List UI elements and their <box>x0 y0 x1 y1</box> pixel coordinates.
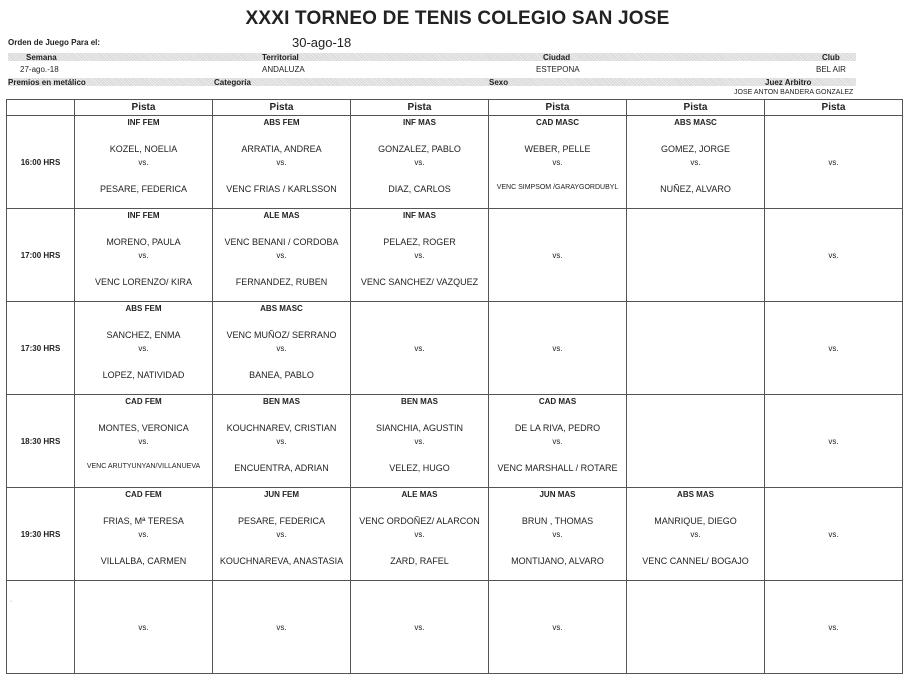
vs-label: vs. <box>828 251 839 260</box>
match-cell <box>765 116 903 209</box>
vs-label: vs. <box>552 530 563 539</box>
match-cell-content <box>627 302 764 394</box>
schedule-table <box>6 99 903 674</box>
vs-label: vs. <box>552 623 563 632</box>
player-two: VENC LORENZO/ KIRA <box>94 277 193 287</box>
vs-label: vs. <box>828 158 839 167</box>
vs-label: vs. <box>552 251 563 260</box>
player-one: ARRATIA, ANDREA <box>241 144 322 154</box>
ciudad-value: ESTEPONA <box>536 65 580 74</box>
match-category: ABS FEM <box>125 304 162 313</box>
player-two: ZARD, RAFEL <box>390 556 449 566</box>
vs-label: vs. <box>690 158 701 167</box>
vs-label: vs. <box>828 623 839 632</box>
match-cell-content <box>627 116 764 208</box>
match-cell <box>213 209 351 302</box>
match-category: INF FEM <box>127 211 160 220</box>
match-cell-content <box>213 581 350 673</box>
player-two: DIAZ, CARLOS <box>388 184 451 194</box>
match-cell <box>75 581 213 674</box>
semana-value: 27-ago.-18 <box>20 65 59 74</box>
match-cell-content <box>351 581 488 673</box>
match-category: ABS MASC <box>260 304 303 313</box>
player-one: SANCHEZ, ENMA <box>106 330 181 340</box>
match-category: ALE MAS <box>263 211 300 220</box>
match-cell-content <box>765 581 902 673</box>
player-two: VENC FRIAS / KARLSSON <box>226 184 337 194</box>
territorial-value: ANDALUZA <box>262 65 305 74</box>
match-cell-content <box>213 116 350 208</box>
match-cell <box>765 581 903 674</box>
match-cell-content <box>351 209 488 301</box>
player-one: MANRIQUE, DIEGO <box>654 516 737 526</box>
match-cell <box>213 395 351 488</box>
vs-label: vs. <box>828 530 839 539</box>
vs-label: vs. <box>276 251 287 260</box>
match-cell <box>213 488 351 581</box>
match-cell-content <box>489 116 626 208</box>
vs-label: vs. <box>828 344 839 353</box>
player-one: PESARE, FEDERICA <box>237 516 326 526</box>
match-cell <box>489 488 627 581</box>
vs-label: vs. <box>138 344 149 353</box>
player-two: VENC ARUTYUNYAN/VILLANUEVA <box>86 463 201 470</box>
vs-label: vs. <box>138 158 149 167</box>
time-slot: 17:00 HRS <box>7 209 75 302</box>
table-row <box>7 302 903 395</box>
player-two: FERNANDEZ, RUBEN <box>235 277 328 287</box>
match-category: CAD FEM <box>125 397 162 406</box>
vs-label: vs. <box>414 158 425 167</box>
table-row <box>7 209 903 302</box>
match-category: ALE MAS <box>401 490 438 499</box>
match-category: ABS MASC <box>674 118 717 127</box>
player-two: NUÑEZ, ALVARO <box>660 184 731 194</box>
match-cell-content <box>765 209 902 301</box>
match-cell-content <box>213 209 350 301</box>
match-cell <box>75 488 213 581</box>
match-cell <box>627 488 765 581</box>
match-cell-content <box>75 581 212 673</box>
match-cell <box>489 302 627 395</box>
match-category: INF FEM <box>127 118 160 127</box>
player-two: BANEA, PABLO <box>249 370 314 380</box>
player-one: VENC MUÑOZ/ SERRANO <box>226 330 337 340</box>
vs-label: vs. <box>138 623 149 632</box>
match-category: CAD FEM <box>125 490 162 499</box>
header-band-1 <box>8 53 856 61</box>
match-cell <box>351 302 489 395</box>
scan-mark: · <box>10 598 13 605</box>
match-cell-content <box>765 395 902 487</box>
match-cell-content <box>213 395 350 487</box>
player-two: VILLALBA, CARMEN <box>100 556 187 566</box>
player-two: VENC CANNEL/ BOGAJO <box>642 556 749 566</box>
page-title: XXXI TORNEO DE TENIS COLEGIO SAN JOSE <box>245 8 670 29</box>
table-row <box>7 488 903 581</box>
match-category: ABS FEM <box>263 118 300 127</box>
match-cell <box>765 488 903 581</box>
match-cell <box>351 116 489 209</box>
vs-label: vs. <box>276 623 287 632</box>
match-cell <box>627 302 765 395</box>
table-row <box>7 395 903 488</box>
match-cell-content <box>213 302 350 394</box>
match-cell <box>489 581 627 674</box>
match-cell-content <box>351 116 488 208</box>
player-one: MONTES, VERONICA <box>98 423 189 433</box>
sexo-label: Sexo <box>489 78 509 87</box>
match-cell <box>351 209 489 302</box>
match-category: BEN MAS <box>401 397 438 406</box>
match-cell-content <box>75 302 212 394</box>
player-one: VENC ORDOÑEZ/ ALARCON <box>359 516 480 526</box>
match-cell <box>213 581 351 674</box>
pista-header: Pista <box>75 100 213 116</box>
match-cell <box>351 581 489 674</box>
table-row <box>7 581 903 674</box>
time-slot: 18:30 HRS <box>7 395 75 488</box>
time-slot: 17:30 HRS <box>7 302 75 395</box>
vs-label: vs. <box>414 251 425 260</box>
player-one: PELAEZ, ROGER <box>383 237 456 247</box>
player-one: DE LA RIVA, PEDRO <box>514 423 601 433</box>
vs-label: vs. <box>138 530 149 539</box>
match-cell-content <box>489 302 626 394</box>
vs-label: vs. <box>690 530 701 539</box>
match-cell <box>627 116 765 209</box>
match-cell <box>213 116 351 209</box>
header-row <box>7 100 903 116</box>
vs-label: vs. <box>552 437 563 446</box>
player-one: GONZALEZ, PABLO <box>378 144 461 154</box>
match-date: 30-ago-18 <box>292 35 352 50</box>
player-one: MORENO, PAULA <box>106 237 181 247</box>
match-cell-content <box>627 581 764 673</box>
match-cell <box>75 116 213 209</box>
vs-label: vs. <box>276 530 287 539</box>
pista-header: Pista <box>489 100 627 116</box>
match-cell-content <box>765 116 902 208</box>
match-cell-content <box>75 488 212 580</box>
match-cell-content <box>351 488 488 580</box>
match-cell <box>75 395 213 488</box>
semana-label: Semana <box>26 53 57 62</box>
match-cell <box>765 302 903 395</box>
match-cell-content <box>351 302 488 394</box>
vs-label: vs. <box>828 437 839 446</box>
match-cell <box>627 395 765 488</box>
player-one: KOZEL, NOELIA <box>109 144 178 154</box>
match-category: CAD MASC <box>535 118 580 127</box>
match-cell-content <box>489 395 626 487</box>
match-category: INF MAS <box>403 211 436 220</box>
player-two: LOPEZ, NATIVIDAD <box>102 370 185 380</box>
match-cell <box>489 209 627 302</box>
match-category: JUN MAS <box>539 490 576 499</box>
match-category: JUN FEM <box>263 490 300 499</box>
ciudad-label: Ciudad <box>543 53 571 62</box>
player-two: VENC MARSHALL / ROTARE <box>497 463 618 473</box>
match-cell-content <box>627 395 764 487</box>
table-row <box>7 116 903 209</box>
vs-label: vs. <box>138 437 149 446</box>
match-cell <box>489 395 627 488</box>
match-cell <box>627 209 765 302</box>
match-cell <box>765 395 903 488</box>
match-cell-content <box>75 116 212 208</box>
pista-header: Pista <box>765 100 903 116</box>
player-one: BRUN , THOMAS <box>521 516 594 526</box>
player-one: SIANCHIA, AGUSTIN <box>375 423 464 433</box>
vs-label: vs. <box>414 623 425 632</box>
pista-header: Pista <box>351 100 489 116</box>
player-one: VENC BENANI / CORDOBA <box>224 237 339 247</box>
match-cell <box>75 302 213 395</box>
match-cell-content <box>489 581 626 673</box>
match-cell-content <box>213 488 350 580</box>
match-cell-content <box>75 395 212 487</box>
orden-label: Orden de Juego Para el: <box>8 38 101 47</box>
pista-header: Pista <box>213 100 351 116</box>
match-cell-content <box>765 488 902 580</box>
match-cell-content <box>351 395 488 487</box>
match-category: ABS MAS <box>677 490 714 499</box>
premios-label: Premios en metálico <box>8 78 86 87</box>
club-label: Club <box>822 53 840 62</box>
match-cell <box>75 209 213 302</box>
match-cell <box>765 209 903 302</box>
match-cell <box>351 488 489 581</box>
match-cell <box>213 302 351 395</box>
match-cell-content <box>75 209 212 301</box>
vs-label: vs. <box>414 344 425 353</box>
territorial-label: Territorial <box>262 53 299 62</box>
player-two: VELEZ, HUGO <box>389 463 450 473</box>
player-two: ENCUENTRA, ADRIAN <box>234 463 329 473</box>
player-two: KOUCHNAREVA, ANASTASIA <box>219 556 344 566</box>
match-cell-content <box>489 209 626 301</box>
match-cell-content <box>627 209 764 301</box>
vs-label: vs. <box>414 437 425 446</box>
match-cell <box>627 581 765 674</box>
match-category: BEN MAS <box>263 397 300 406</box>
vs-label: vs. <box>414 530 425 539</box>
match-cell <box>351 395 489 488</box>
player-two: PESARE, FEDERICA <box>99 184 188 194</box>
vs-label: vs. <box>276 158 287 167</box>
time-slot <box>7 581 75 674</box>
match-cell <box>489 116 627 209</box>
time-slot: 19:30 HRS <box>7 488 75 581</box>
juez-label: Juez Arbitro <box>765 78 812 87</box>
vs-label: vs. <box>276 344 287 353</box>
player-two: MONTIJANO, ALVARO <box>511 556 604 566</box>
player-one: FRIAS, Mª TERESA <box>103 516 184 526</box>
time-slot: 16:00 HRS <box>7 116 75 209</box>
categoria-label: Categoría <box>214 78 251 87</box>
club-value: BEL AIR <box>816 65 846 74</box>
match-category: CAD MAS <box>538 397 577 406</box>
vs-label: vs. <box>552 344 563 353</box>
header-band-2 <box>8 78 856 86</box>
player-one: GOMEZ, JORGE <box>660 144 730 154</box>
match-category: INF MAS <box>403 118 436 127</box>
vs-label: vs. <box>138 251 149 260</box>
player-one: WEBER, PELLE <box>524 144 591 154</box>
vs-label: vs. <box>276 437 287 446</box>
pista-header: Pista <box>627 100 765 116</box>
corner-cell <box>7 100 75 116</box>
player-two: VENC SANCHEZ/ VAZQUEZ <box>360 277 479 287</box>
match-cell-content <box>489 488 626 580</box>
vs-label: vs. <box>552 158 563 167</box>
juez-value: JOSE ANTON BANDERA GONZALEZ <box>734 89 854 96</box>
player-two: VENC SIMPSOM /GARAYGORDUBYL <box>496 184 619 191</box>
player-one: KOUCHNAREV, CRISTIAN <box>226 423 337 433</box>
match-cell-content <box>765 302 902 394</box>
match-cell-content <box>627 488 764 580</box>
